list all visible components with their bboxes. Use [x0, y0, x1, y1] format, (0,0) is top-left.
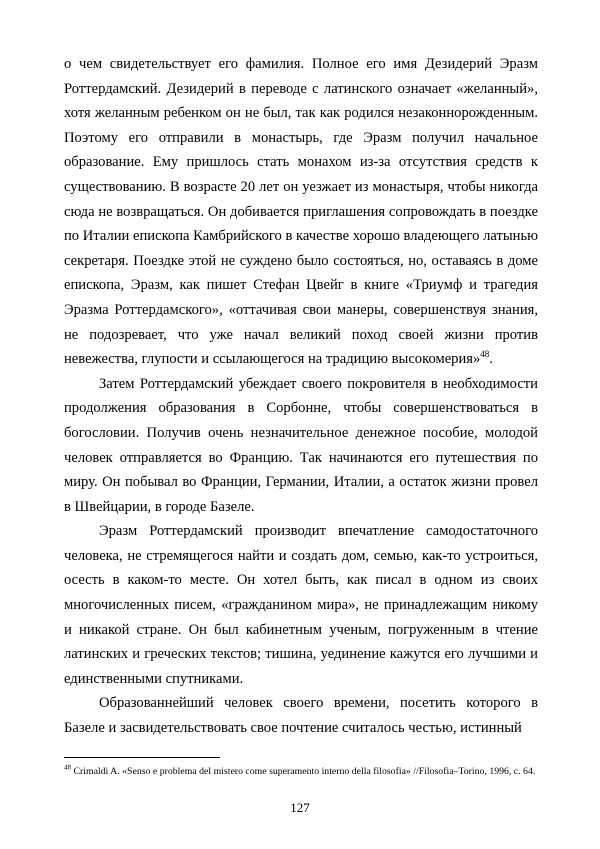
paragraph-1-tail: .	[489, 351, 493, 368]
paragraph-3: Эразм Роттердамский производит впечатление самодостаточного человека, не стремящегося найти и создать дом, семью, как-то устроиться, осесть в каком-то месте. Он хотел быть, как писал в одном из своих многочисленных писем, «гражданином мира», не принадлежащим никому и никакой стране. Он был кабинетным ученым, погруженным в чтение латинских и греческих текстов; тишина, уединение кажутся его лучшими и единственными спутниками.	[64, 523, 538, 687]
footnote-number: 48	[64, 763, 71, 772]
footnote	[64, 763, 538, 778]
paragraph-1	[64, 52, 538, 372]
footnote-divider	[64, 757, 220, 758]
paragraph-4: Образованнейший человек своего времени, посетить которого в Базеле и засвидетельствовать свое почтение считалось честью, истинный	[64, 695, 538, 737]
page-number: 127	[290, 800, 310, 815]
body-text	[64, 52, 538, 741]
footnote-reference[interactable]: 48	[480, 349, 490, 360]
paragraph-1-text: о чем свидетельствует его фамилия. Полное его имя Дезидерий Эразм Роттердамский. Дезидерий в переводе с латинского означает «желанный», хотя желанным ребенком он не был, так как родился незаконнорожденным. Поэтому его отправили в монастырь, где Эразм получил начальное образование. Ему пришлось стать монахом из-за отсутствия средств к существованию. В возрасте 20 лет он уезжает из монастыря, чтобы никогда сюда не возвращаться. Он добивается приглашения сопровождать в поездке по Италии епископа Камбрийского в качестве хорошо владеющего латынью секретаря. Поездке этой не суждено было состояться, но, оставаясь в доме епископа, Эразм, как пишет Стефан Цвейг в книге «Триумф и трагедия Эразма Роттердамского», «оттачивая свои манеры, совершенствуя знания, не подозревает, что уже начал великий поход своей жизни против невежества, глупости и ссылающегося на традицию высокомерия»	[64, 56, 539, 368]
paragraph-2: Затем Роттердамский убеждает своего покровителя в необходимости продолжения образования в Сорбонне, чтобы совершенствоваться в богословии. Получив очень незначительное денежное пособие, молодой человек отправляется во Францию. Так начинаются его путешествия по миру. Он побывал во Франции, Германии, Италии, а остаток жизни провел в Швейцарии, в городе Базеле.	[64, 375, 538, 515]
footnote-text: Crimaldi A. «Senso e problema del mistero come superamento interno della filosofia» //Filosofia–Torino, 1996, c. 64.	[71, 766, 536, 777]
